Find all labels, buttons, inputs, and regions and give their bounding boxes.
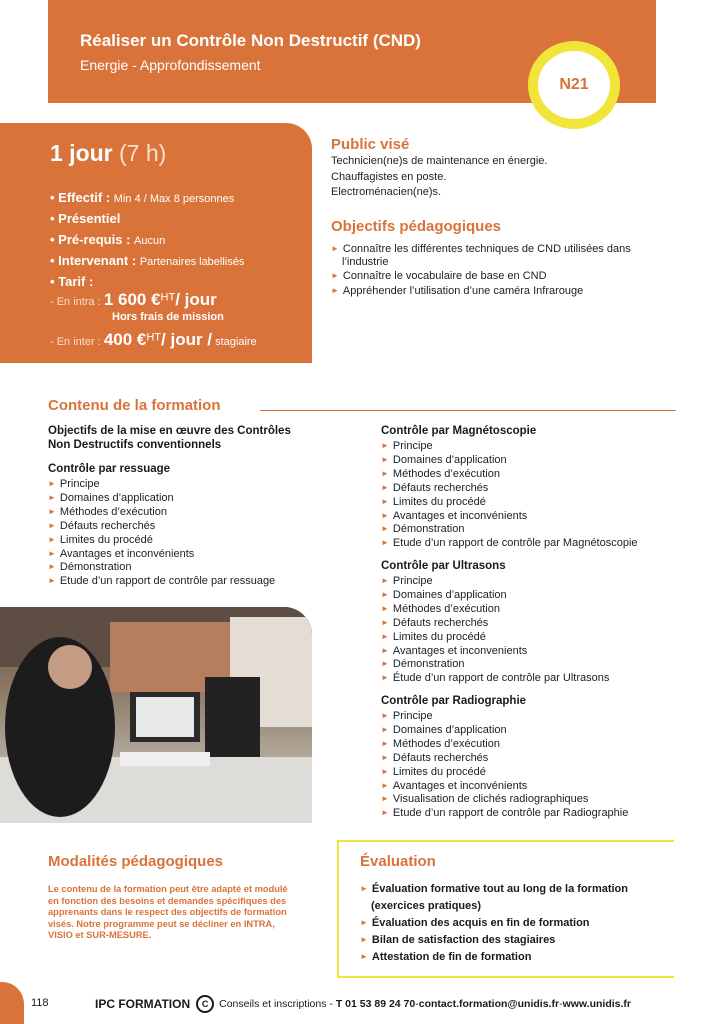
intervenant-value: Partenaires labellisés: [139, 256, 245, 268]
footer-separator: -: [559, 998, 563, 1010]
modalites-line: VISIO et SUR-MESURE.: [48, 930, 152, 941]
ultrasons-item-text: Défauts recherchés: [392, 616, 489, 629]
arrow-bullet-icon: ►: [48, 506, 56, 516]
ultrasons-item: [381, 645, 527, 657]
radio-item: [381, 793, 588, 805]
ressuage-item-text: Limites du procédé: [59, 533, 153, 546]
ultrasons-item: [381, 617, 488, 629]
effectif-row: [50, 190, 234, 205]
radio-item: [381, 780, 527, 792]
ultrasons-item-text: Méthodes d’exécution: [392, 602, 500, 615]
public-line: Chauffagistes en poste.: [331, 171, 447, 183]
photo-technician-computer: [0, 607, 312, 823]
radio-item-text: Principe: [392, 710, 433, 722]
intra-prefix: - En intra :: [50, 296, 101, 308]
arrow-bullet-icon: ►: [381, 752, 389, 762]
arrow-bullet-icon: ►: [381, 524, 389, 534]
magneto-item: [381, 510, 527, 522]
ultrasons-item-text: Limites du procédé: [392, 630, 486, 643]
page-subtitle: Energie - Approfondissement: [80, 57, 261, 73]
arrow-bullet-icon: ►: [381, 631, 389, 641]
arrow-bullet-icon: ►: [48, 534, 56, 544]
ressuage-item: [48, 492, 174, 504]
magneto-item-text: Avantages et inconvénients: [392, 509, 528, 522]
arrow-bullet-icon: ►: [381, 603, 389, 613]
arrow-bullet-icon: ►: [48, 576, 56, 586]
ultrasons-item: [381, 658, 464, 670]
arrow-bullet-icon: ►: [381, 780, 389, 790]
effectif-value: Min 4 / Max 8 personnes: [113, 193, 235, 205]
ressuage-item: [48, 506, 167, 518]
inter-prefix: - En inter :: [50, 336, 101, 348]
magneto-item: [381, 482, 488, 494]
arrow-bullet-icon: ►: [48, 492, 56, 502]
ultrasons-item: [381, 603, 500, 615]
page-number: 118: [31, 997, 49, 1009]
arrow-bullet-icon: ►: [381, 766, 389, 776]
contenu-intro: Objectifs de la mise en œuvre des Contrôles: [48, 425, 291, 437]
footer-contact-label: Conseils et inscriptions -: [219, 998, 333, 1010]
radio-item-text: Etude d’un rapport de contrôle par Radiographie: [392, 807, 629, 820]
modalites-title: Modalités pédagogiques: [48, 853, 224, 870]
objectifs-title: Objectifs pédagogiques: [331, 218, 502, 235]
course-code-badge: [528, 41, 620, 129]
ultrasons-item-text: Démonstration: [392, 658, 465, 671]
modalites-text: [48, 884, 318, 942]
ressuage-item-text: Etude d’un rapport de contrôle par ressuage: [59, 575, 276, 588]
page-title: Réaliser un Contrôle Non Destructif (CND): [80, 31, 421, 50]
presentiel-row: [50, 211, 120, 226]
radio-item: [381, 807, 628, 819]
magneto-item-text: Défauts recherchés: [392, 481, 489, 494]
arrow-bullet-icon: ►: [381, 645, 389, 655]
ressuage-item-text: Démonstration: [59, 561, 132, 574]
arrow-bullet-icon: ►: [381, 724, 389, 734]
evaluation-item: ► Évaluation des acquis en fin de formation: [360, 917, 590, 929]
modalites-line: en fonction des besoins et demandes spécifiques des: [48, 895, 287, 906]
magneto-item: [381, 537, 638, 549]
ultrasons-item-text: Principe: [392, 575, 433, 587]
magneto-item: [381, 496, 486, 508]
page-corner-tab: [0, 982, 24, 1024]
radio-item-text: Défauts recherchés: [392, 751, 489, 764]
arrow-bullet-icon: ►: [381, 468, 389, 478]
effectif-label: • Effectif :: [50, 190, 111, 205]
ultrasons-item: [381, 631, 486, 643]
magneto-item: [381, 468, 500, 480]
footer-email-link[interactable]: contact.formation@unidis.fr: [418, 998, 560, 1010]
arrow-bullet-icon: ►: [381, 738, 389, 748]
magneto-title: Contrôle par Magnétoscopie: [381, 425, 537, 437]
evaluation-title: Évaluation: [360, 853, 436, 870]
ressuage-item: [48, 520, 155, 532]
ressuage-item-text: Principe: [59, 478, 100, 490]
tarif-row: [50, 274, 93, 289]
inter-amount: 400 €: [103, 330, 147, 349]
intra-price: [50, 290, 217, 310]
inter-suffix: stagiaire: [215, 336, 257, 348]
objectif-item: ► Connaître les différentes techniques de CND utilisées dans: [331, 243, 631, 255]
arrow-bullet-icon: ►: [381, 496, 389, 506]
arrow-bullet-icon: ►: [381, 538, 389, 548]
arrow-bullet-icon: ►: [48, 479, 56, 488]
radio-item-text: Avantages et inconvénients: [392, 779, 528, 792]
inter-ht: HT: [146, 331, 162, 344]
objectif-item-continuation: l’industrie: [342, 256, 389, 268]
footer-brand: IPC FORMATION: [95, 997, 191, 1011]
ressuage-item: [48, 575, 275, 587]
ressuage-title: Contrôle par ressuage: [48, 463, 171, 475]
magneto-item-text: Limites du procédé: [392, 495, 486, 508]
contenu-intro: Non Destructifs conventionnels: [48, 439, 222, 451]
arrow-bullet-icon: ►: [48, 562, 56, 572]
arrow-bullet-icon: ►: [381, 589, 389, 599]
radio-item-text: Limites du procédé: [392, 765, 486, 778]
intra-ht: HT: [160, 291, 176, 304]
ressuage-item-text: Domaines d’application: [59, 491, 174, 504]
arrow-bullet-icon: ►: [381, 659, 389, 669]
inter-price: [50, 330, 257, 350]
duration-hours: (7 h): [119, 140, 167, 166]
radio-item: [381, 710, 433, 722]
radio-item: [381, 738, 500, 750]
duration: [50, 140, 166, 167]
radio-item: [381, 724, 507, 736]
footer: [95, 995, 631, 1013]
evaluation-item: ► Attestation de fin de formation: [360, 951, 532, 963]
ultrasons-item: [381, 589, 507, 601]
arrow-bullet-icon: ►: [381, 711, 389, 720]
ressuage-item: [48, 478, 100, 490]
ressuage-item-text: Méthodes d’exécution: [59, 505, 167, 518]
contenu-title: Contenu de la formation: [48, 397, 221, 414]
modalites-line: Le contenu de la formation peut être adapté et modulé: [48, 884, 288, 894]
evaluation-item: ► Bilan de satisfaction des stagiaires: [360, 934, 556, 946]
intervenant-label: • Intervenant :: [50, 253, 137, 268]
ressuage-item: [48, 534, 153, 546]
footer-separator: -: [415, 998, 419, 1010]
public-line: Electroménacien(ne)s.: [331, 186, 442, 198]
intra-amount: 1 600 €: [103, 290, 161, 309]
objectif-item: ► Appréhender l’utilisation d’une caméra Infrarouge: [331, 285, 584, 297]
arrow-bullet-icon: ►: [381, 510, 389, 520]
magneto-item: [381, 523, 464, 535]
prerequis-row: [50, 232, 165, 247]
ultrasons-item: [381, 672, 609, 684]
intra-note: Hors frais de mission: [112, 311, 224, 323]
magneto-item: [381, 454, 507, 466]
ultrasons-item-text: Avantages et inconvenients: [392, 644, 528, 657]
public-title: Public visé: [331, 136, 410, 153]
ressuage-item: [48, 561, 131, 573]
radio-item: [381, 752, 488, 764]
arrow-bullet-icon: ►: [381, 794, 389, 804]
objectif-item: ► Connaître le vocabulaire de base en CND: [331, 270, 547, 282]
photo-illustration: [0, 607, 312, 823]
ipc-logo-icon: [196, 995, 214, 1013]
ressuage-item-text: Défauts recherchés: [59, 519, 156, 532]
footer-phone: T 01 53 89 24 70: [335, 998, 416, 1010]
presentiel-label: • Présentiel: [50, 211, 121, 226]
magneto-item-text: Méthodes d’exécution: [392, 467, 500, 480]
magneto-item-text: Domaines d’application: [392, 453, 507, 466]
ultrasons-title: Contrôle par Ultrasons: [381, 560, 506, 572]
prerequis-label: • Pré-requis :: [50, 232, 131, 247]
ultrasons-item-text: Étude d’un rapport de contrôle par Ultrasons: [392, 672, 610, 685]
intra-unit: / jour: [175, 290, 217, 309]
arrow-bullet-icon: ►: [381, 617, 389, 627]
radio-item-text: Visualisation de clichés radiographiques: [392, 793, 589, 806]
ultrasons-item: [381, 575, 433, 587]
arrow-bullet-icon: ►: [48, 548, 56, 558]
course-code: N21: [559, 76, 589, 93]
ressuage-item-text: Avantages et inconvénients: [59, 547, 195, 560]
arrow-bullet-icon: ►: [381, 673, 389, 683]
radio-item-text: Domaines d’application: [392, 723, 507, 736]
intervenant-row: [50, 253, 244, 268]
ultrasons-item-text: Domaines d’application: [392, 588, 507, 601]
arrow-bullet-icon: ►: [48, 520, 56, 530]
magneto-item-text: Principe: [392, 440, 433, 452]
inter-unit: / jour /: [161, 330, 213, 349]
contenu-rule: [260, 410, 676, 411]
prerequis-value: Aucun: [134, 235, 166, 247]
evaluation-item-continuation: (exercices pratiques): [371, 900, 482, 912]
tarif-label: • Tarif :: [50, 274, 94, 289]
radio-title: Contrôle par Radiographie: [381, 695, 527, 707]
duration-days: 1 jour: [50, 140, 113, 166]
arrow-bullet-icon: ►: [381, 576, 389, 585]
arrow-bullet-icon: ►: [381, 441, 389, 450]
footer-website-link[interactable]: www.unidis.fr: [562, 998, 632, 1010]
logo-letter: C: [201, 999, 209, 1009]
arrow-bullet-icon: ►: [381, 454, 389, 464]
magneto-item-text: Etude d’un rapport de contrôle par Magnétoscopie: [392, 537, 638, 550]
evaluation-item: ► Évaluation formative tout au long de la formation: [360, 883, 628, 895]
radio-item: [381, 766, 486, 778]
public-line: Technicien(ne)s de maintenance en énergie.: [331, 155, 548, 167]
magneto-item-text: Démonstration: [392, 523, 465, 536]
arrow-bullet-icon: ►: [381, 808, 389, 818]
ressuage-item: [48, 548, 194, 560]
modalites-line: visés. Notre programme peut se décliner en INTRA,: [48, 918, 275, 929]
arrow-bullet-icon: ►: [381, 482, 389, 492]
magneto-item: [381, 440, 433, 452]
radio-item-text: Méthodes d’exécution: [392, 737, 500, 750]
modalites-line: apprenants dans le respect des objectifs de formation: [48, 907, 287, 918]
